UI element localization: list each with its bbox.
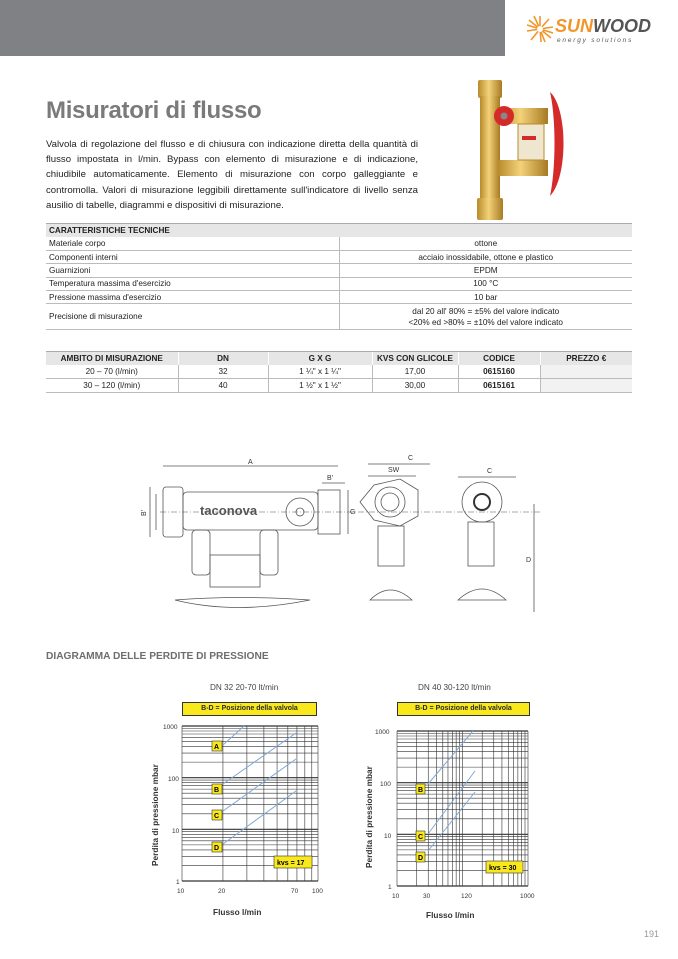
- chart2-xlabel: Flusso l/min: [426, 910, 475, 920]
- table-row: Componenti interni acciaio inossidabile, ottone e plastico: [46, 250, 632, 263]
- svg-text:A: A: [214, 744, 220, 751]
- table-row: Precisione di misurazione dal 20 all' 80% = ±5% del valore indicato <20% ed >80% = ±10% del valore indicato: [46, 304, 632, 330]
- chart2-ylabel: Perdita di pressione mbar: [364, 766, 374, 868]
- svg-text:C: C: [418, 834, 424, 841]
- svg-text:100: 100: [168, 776, 179, 783]
- col-header: DN: [178, 352, 268, 366]
- svg-text:kvs = 17: kvs = 17: [277, 860, 305, 867]
- chart2-title: DN 40 30-120 lt/min: [418, 683, 491, 692]
- brand-logo: [525, 14, 665, 50]
- chart2-plot: [375, 723, 545, 903]
- svg-text:1000: 1000: [520, 893, 535, 900]
- svg-text:10: 10: [172, 828, 180, 835]
- brand-name: SUNWOOD: [555, 16, 652, 36]
- measuring-range-table: [46, 351, 632, 393]
- svg-text:D: D: [214, 845, 220, 852]
- svg-text:70: 70: [291, 888, 299, 895]
- svg-text:SW: SW: [388, 467, 400, 474]
- svg-text:100: 100: [312, 888, 323, 895]
- svg-text:C: C: [487, 468, 493, 475]
- svg-text:G: G: [350, 509, 356, 516]
- svg-text:10: 10: [392, 893, 400, 900]
- svg-text:30: 30: [423, 893, 431, 900]
- taconova-mark: taconova: [200, 503, 258, 518]
- svg-text:kvs = 30: kvs = 30: [489, 865, 517, 872]
- chart1-plot: [160, 718, 335, 898]
- dim-A: A: [248, 459, 253, 466]
- col-header: KVS CON GLICOLE: [372, 352, 458, 366]
- svg-text:10: 10: [384, 833, 392, 840]
- table-row: 20 – 70 (l/min) 32 1 ¼" x 1 ¼" 17,00 0615160: [46, 365, 632, 379]
- svg-text:D: D: [418, 855, 424, 862]
- chart1-ylabel: Perdita di pressione mbar: [150, 764, 160, 866]
- svg-text:B: B: [418, 787, 424, 794]
- page-number: 191: [644, 929, 660, 939]
- svg-text:1000: 1000: [163, 724, 178, 731]
- table-row: 30 – 120 (l/min) 40 1 ½" x 1 ½" 30,00 0615161: [46, 379, 632, 393]
- technical-drawing: [140, 450, 540, 620]
- svg-text:B: B: [214, 787, 220, 794]
- product-image: [470, 78, 580, 223]
- col-header: AMBITO DI MISURAZIONE: [46, 352, 178, 366]
- svg-text:C: C: [214, 813, 220, 820]
- product-description: Valvola di regolazione del flusso e di chiusura con indicazione diretta della quantità di flusso impostata in l/min. Bypass con elemento di misurazione e di indicazione, chiudibile automaticamente. Elemento di misurazione con corpo galleggiante e contromolla. Valori di misurazione leggibili direttamente sull'indicatore di livello senza ausilio di tabelle, diagrammi e dispositivi di misurazione.: [46, 139, 418, 211]
- chart1-xlabel: Flusso l/min: [213, 907, 262, 917]
- svg-text:120: 120: [461, 893, 472, 900]
- svg-text:1000: 1000: [375, 729, 390, 736]
- chart2-legend: B-D = Posizione della valvola: [397, 702, 530, 716]
- table-row: Temperatura massima d'esercizio 100 °C: [46, 277, 632, 290]
- svg-text:D: D: [526, 557, 532, 564]
- svg-text:1: 1: [388, 884, 392, 891]
- svg-text:20: 20: [218, 888, 226, 895]
- svg-text:B': B': [141, 509, 148, 516]
- svg-text:100: 100: [380, 781, 391, 788]
- svg-text:B': B': [327, 475, 334, 482]
- sun-icon: [525, 14, 555, 44]
- table-row: Materiale corpo ottone: [46, 237, 632, 250]
- brand-tagline: energy solutions: [557, 37, 634, 44]
- technical-specs-table: [46, 223, 632, 330]
- diagrams-heading: DIAGRAMMA DELLE PERDITE DI PRESSIONE: [46, 651, 269, 662]
- col-header: CODICE: [458, 352, 540, 366]
- page-title: Misuratori di flusso: [46, 97, 262, 124]
- table-row: Guarnizioni EPDM: [46, 264, 632, 277]
- table-row: Pressione massima d'esercizio 10 bar: [46, 291, 632, 304]
- svg-text:1: 1: [176, 879, 180, 886]
- chart1-legend: B-D = Posizione della valvola: [182, 702, 317, 716]
- chart1-title: DN 32 20-70 lt/min: [210, 683, 279, 692]
- header-band: [0, 0, 505, 56]
- svg-text:10: 10: [177, 888, 185, 895]
- svg-text:C: C: [408, 455, 414, 462]
- col-header: PREZZO €: [540, 352, 632, 366]
- col-header: G X G: [268, 352, 372, 366]
- specs-header: CARATTERISTICHE TECNICHE: [46, 224, 632, 238]
